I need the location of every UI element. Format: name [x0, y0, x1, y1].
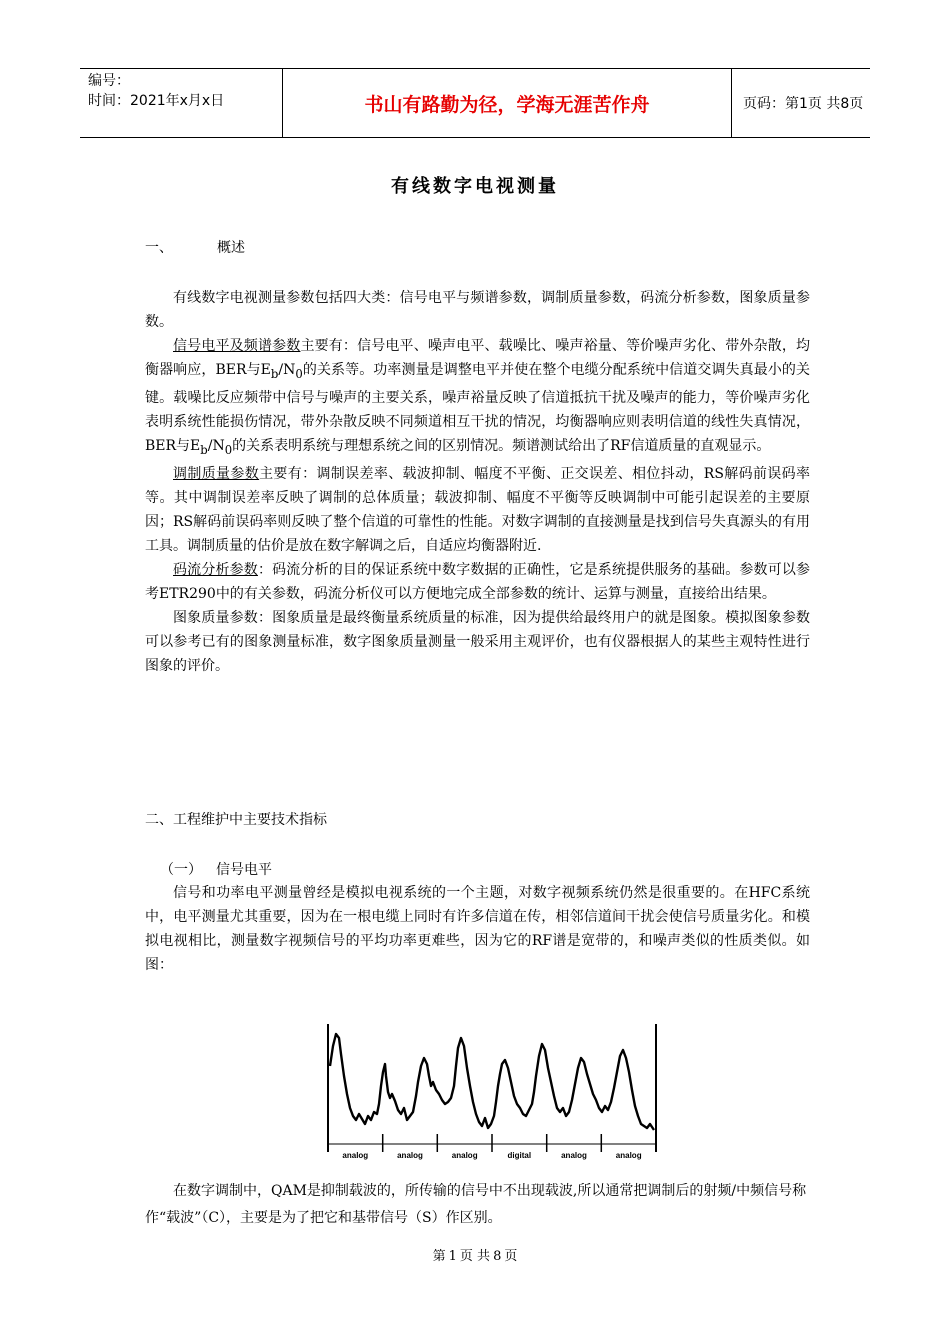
- text-run: 的关系等。功率测量是调整电平并使在整个电缆分配系统中信道交调失真最小的关键。载噪比反应频带中信号与噪声的主要关系，噪声裕量反映了信道抵抗干扰及噪声的能力，等价噪声劣化表明系统性能损伤情况，带外杂散反映不同频道相互干扰的情况，均衡器响应则表明信道的线性失真情况，BER与E: [145, 362, 810, 454]
- footer-text: 页: [504, 1249, 518, 1264]
- section-heading: [145, 237, 245, 257]
- qam-paragraph: [145, 1178, 810, 1232]
- paragraph: 在数字调制中，QAM是抑制载波的，所传输的信号中不出现载波,所以通常把调制后的射频/中频信号称作“载波”（C），主要是为了把它和基带信号（S）作区别。: [145, 1183, 807, 1226]
- document-title: 有线数字电视测量: [391, 176, 559, 197]
- paragraph: 图象质量参数：图象质量是最终衡量系统质量的标准，因为提供给最终用户的就是图象。模拟图象参数可以参考已有的图象测量标准，数字图象质量测量一般采用主观评价，也有仪器根据人的某些主观特性进行图象的评价。: [145, 609, 810, 674]
- paragraph: [145, 334, 810, 462]
- subscript: b: [270, 366, 279, 381]
- text-run: 主要有：调制误差率、载波抑制、幅度不平衡、正交误差、相位抖动，RS解码前误码率等。其中调制误差率反映了调制的总体质量；载波抑制、幅度不平衡等反映调制中可能引起误差的主要原因；RS解码前误码率则反映了整个信道的可靠性的性能。对数字调制的直接测量是找到信号失真源头的有用工具。调制质量的估价是放在数字解调之后，自适应均衡器附近.: [145, 465, 810, 554]
- underlined-term: 码流分析参数: [173, 561, 258, 578]
- channel-label-analog: analog: [451, 1151, 478, 1160]
- signal-level-body: [145, 881, 810, 977]
- spectrum-trace: [330, 1034, 654, 1130]
- header-table: [80, 68, 870, 138]
- paragraph: [145, 462, 810, 558]
- subscript: b: [200, 442, 208, 457]
- footer-total-pages: 8: [493, 1249, 502, 1264]
- page-footer: [0, 1245, 950, 1264]
- subscript: 0: [224, 442, 233, 457]
- footer-text: 页 共: [459, 1249, 491, 1264]
- channel-label-analog: analog: [615, 1151, 642, 1160]
- paragraph: [145, 558, 810, 606]
- underlined-term: 信号电平及频谱参数: [173, 338, 301, 354]
- date-label: 时间：2021年x月x日: [88, 93, 225, 109]
- spectrum-figure: [320, 1016, 660, 1166]
- section-title: 概述: [217, 240, 245, 256]
- text-run: 的关系表明系统与理想系统之间的区别情况。频谱测试给出了RF信道质量的直观显示。: [232, 437, 771, 454]
- subsection-title: 信号电平: [216, 862, 272, 878]
- overview-body: [145, 286, 810, 678]
- section-heading: 二、工程维护中主要技术指标: [145, 812, 327, 828]
- spectrum-plot: [320, 1016, 660, 1166]
- subsection-heading: [160, 859, 272, 879]
- channel-label-analog: analog: [397, 1151, 423, 1160]
- text-run: ：码流分析的目的保证系统中数字数据的正确性，它是系统提供服务的基础。参数可以参考ETR290中的有关参数，码流分析仪可以方便地完成全部参数的统计、运算与测量，直接给出结果。: [145, 561, 811, 602]
- channel-label-analog: analog: [342, 1151, 369, 1160]
- header-motto: 书山有路勤为径，学海无涯苦作舟: [364, 93, 650, 116]
- subsection-number: （一）: [160, 862, 202, 878]
- channel-label-digital: digital: [507, 1151, 532, 1160]
- text-run: 主要有：信号电平、噪声电平、载噪比、噪声裕量、等价噪声劣化、带外杂散，均衡器响应，BER与E: [145, 338, 811, 378]
- subscript: 0: [295, 366, 303, 381]
- number-label: 编号：: [88, 73, 130, 89]
- paragraph: 有线数字电视测量参数包括四大类：信号电平与频谱参数，调制质量参数，码流分析参数，图象质量参数。: [145, 290, 810, 330]
- underlined-term: 调制质量参数: [173, 465, 260, 482]
- footer-page-number: 1: [448, 1249, 457, 1264]
- channel-labels: [342, 1151, 641, 1160]
- header-left-cell: [80, 69, 280, 137]
- text-run: /N: [278, 362, 296, 378]
- header-page-label: 页码：第1页 共8页: [743, 96, 864, 112]
- paragraph: 信号和功率电平测量曾经是模拟电视系统的一个主题，对数字视频系统仍然是很重要的。在HFC系统中，电平测量尤其重要，因为在一根电缆上同时有许多信道在传，相邻信道间干扰会使信号质量劣化。和模拟电视相比，测量数字视频信号的平均功率更难些，因为它的RF谱是宽带的，和噪声类似的性质类似。如图：: [145, 885, 810, 973]
- section-number: 一、: [145, 240, 173, 256]
- text-run: /N: [207, 437, 225, 454]
- channel-label-analog: analog: [561, 1151, 587, 1160]
- footer-text: 第: [432, 1249, 446, 1264]
